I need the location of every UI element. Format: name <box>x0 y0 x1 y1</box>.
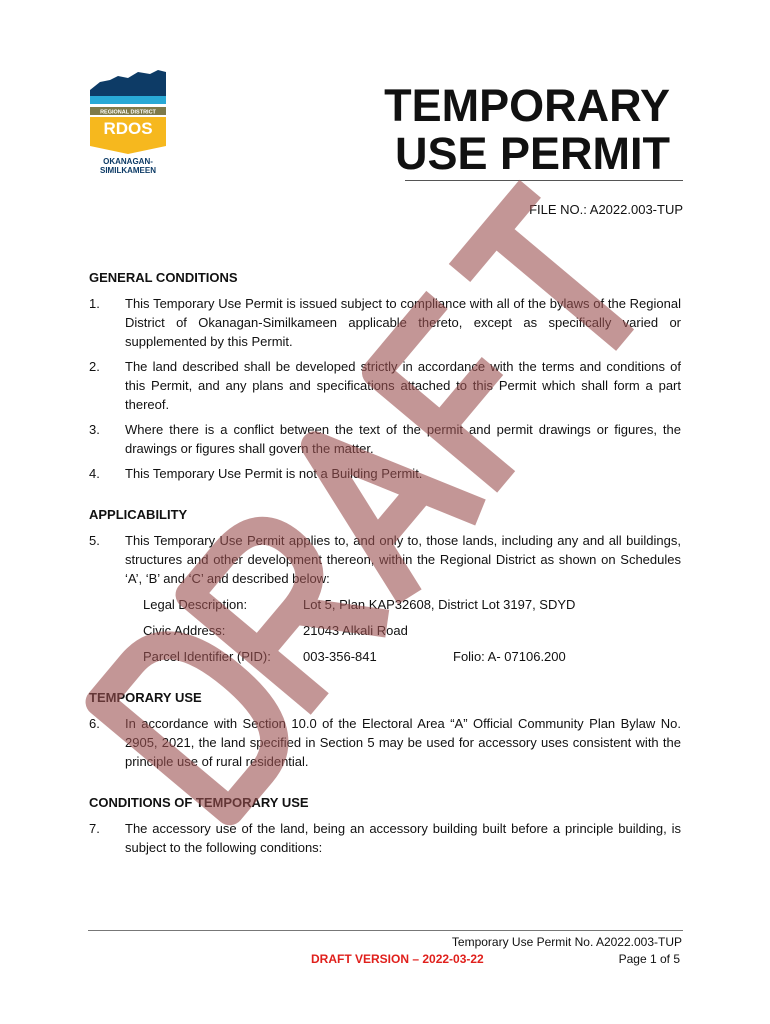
permit-body <box>89 268 681 863</box>
item-number: 7. <box>89 821 100 836</box>
civic-address-label: Civic Address: <box>143 623 226 638</box>
pid-label: Parcel Identifier (PID): <box>143 649 271 664</box>
page-title <box>384 82 670 178</box>
list-item <box>89 464 681 483</box>
list-item <box>89 420 681 458</box>
legal-description-value: Lot 5, Plan KAP32608, District Lot 3197, SDYD <box>303 597 576 612</box>
civic-address-row <box>143 621 681 640</box>
footer-page-number: Page 1 of 5 <box>618 952 680 966</box>
pid-value: 003-356-841 <box>303 649 377 664</box>
section-temporary-use: TEMPORARY USE <box>89 690 202 705</box>
item-number: 1. <box>89 296 100 311</box>
svg-text:SIMILKAMEEN: SIMILKAMEEN <box>100 166 156 175</box>
list-item <box>89 714 681 771</box>
item-text: This Temporary Use Permit is issued subject to compliance with all of the bylaws of the Regional District of Okanagan-Similkameen applicable thereto, except as specifically varied or supplemented by this Permit. <box>125 296 681 349</box>
list-item <box>89 357 681 414</box>
item-number: 3. <box>89 422 100 437</box>
section-general-conditions: GENERAL CONDITIONS <box>89 270 238 285</box>
item-number: 4. <box>89 466 100 481</box>
folio-value: Folio: A- 07106.200 <box>453 649 566 664</box>
svg-text:OKANAGAN-: OKANAGAN- <box>103 157 153 166</box>
section-conditions-temporary-use: CONDITIONS OF TEMPORARY USE <box>89 795 309 810</box>
svg-text:RDOS: RDOS <box>103 119 153 138</box>
item-text: Where there is a conflict between the text of the permit and permit drawings or figures, the drawings or figures shall govern the matter. <box>125 422 681 456</box>
item-number: 2. <box>89 359 100 374</box>
legal-description-row <box>143 595 681 614</box>
svg-text:REGIONAL DISTRICT: REGIONAL DISTRICT <box>100 109 156 116</box>
item-text: In accordance with Section 10.0 of the Electoral Area “A” Official Community Plan Bylaw No. 2905, 2021, the land specified in Section 5 may be used for accessory uses consistent with the principle use of rural residential. <box>125 716 681 769</box>
item-number: 6. <box>89 716 100 731</box>
list-item <box>89 819 681 857</box>
footer-divider <box>88 930 683 931</box>
title-line-1: TEMPORARY <box>384 80 670 131</box>
file-number: FILE NO.: A2022.003-TUP <box>529 202 683 217</box>
item-text: This Temporary Use Permit is not a Building Permit. <box>125 466 423 481</box>
item-text: The accessory use of the land, being an accessory building built before a principle building, is subject to the following conditions: <box>125 821 681 855</box>
footer-permit-number: Temporary Use Permit No. A2022.003-TUP <box>451 935 682 949</box>
section-applicability: APPLICABILITY <box>89 507 188 522</box>
title-line-2: USE PERMIT <box>394 128 670 179</box>
item-number: 5. <box>89 533 100 548</box>
list-item <box>89 294 681 351</box>
civic-address-value: 21043 Alkali Road <box>303 623 408 638</box>
legal-description-label: Legal Description: <box>143 597 248 612</box>
list-item <box>89 531 681 588</box>
rdos-logo <box>88 68 168 178</box>
footer-draft-version: DRAFT VERSION – 2022-03-22 <box>311 952 484 966</box>
item-text: The land described shall be developed strictly in accordance with the terms and conditions of this Permit, and any plans and specifications attached to this Permit which shall form a part thereof. <box>125 359 681 412</box>
title-divider <box>405 180 683 181</box>
pid-row <box>143 647 681 666</box>
item-text: This Temporary Use Permit applies to, and only to, those lands, including any and all buildings, structures and other development thereon, within the Regional District as shown on Schedules ‘A’, ‘B’ and ‘C’ and described below: <box>125 533 681 586</box>
